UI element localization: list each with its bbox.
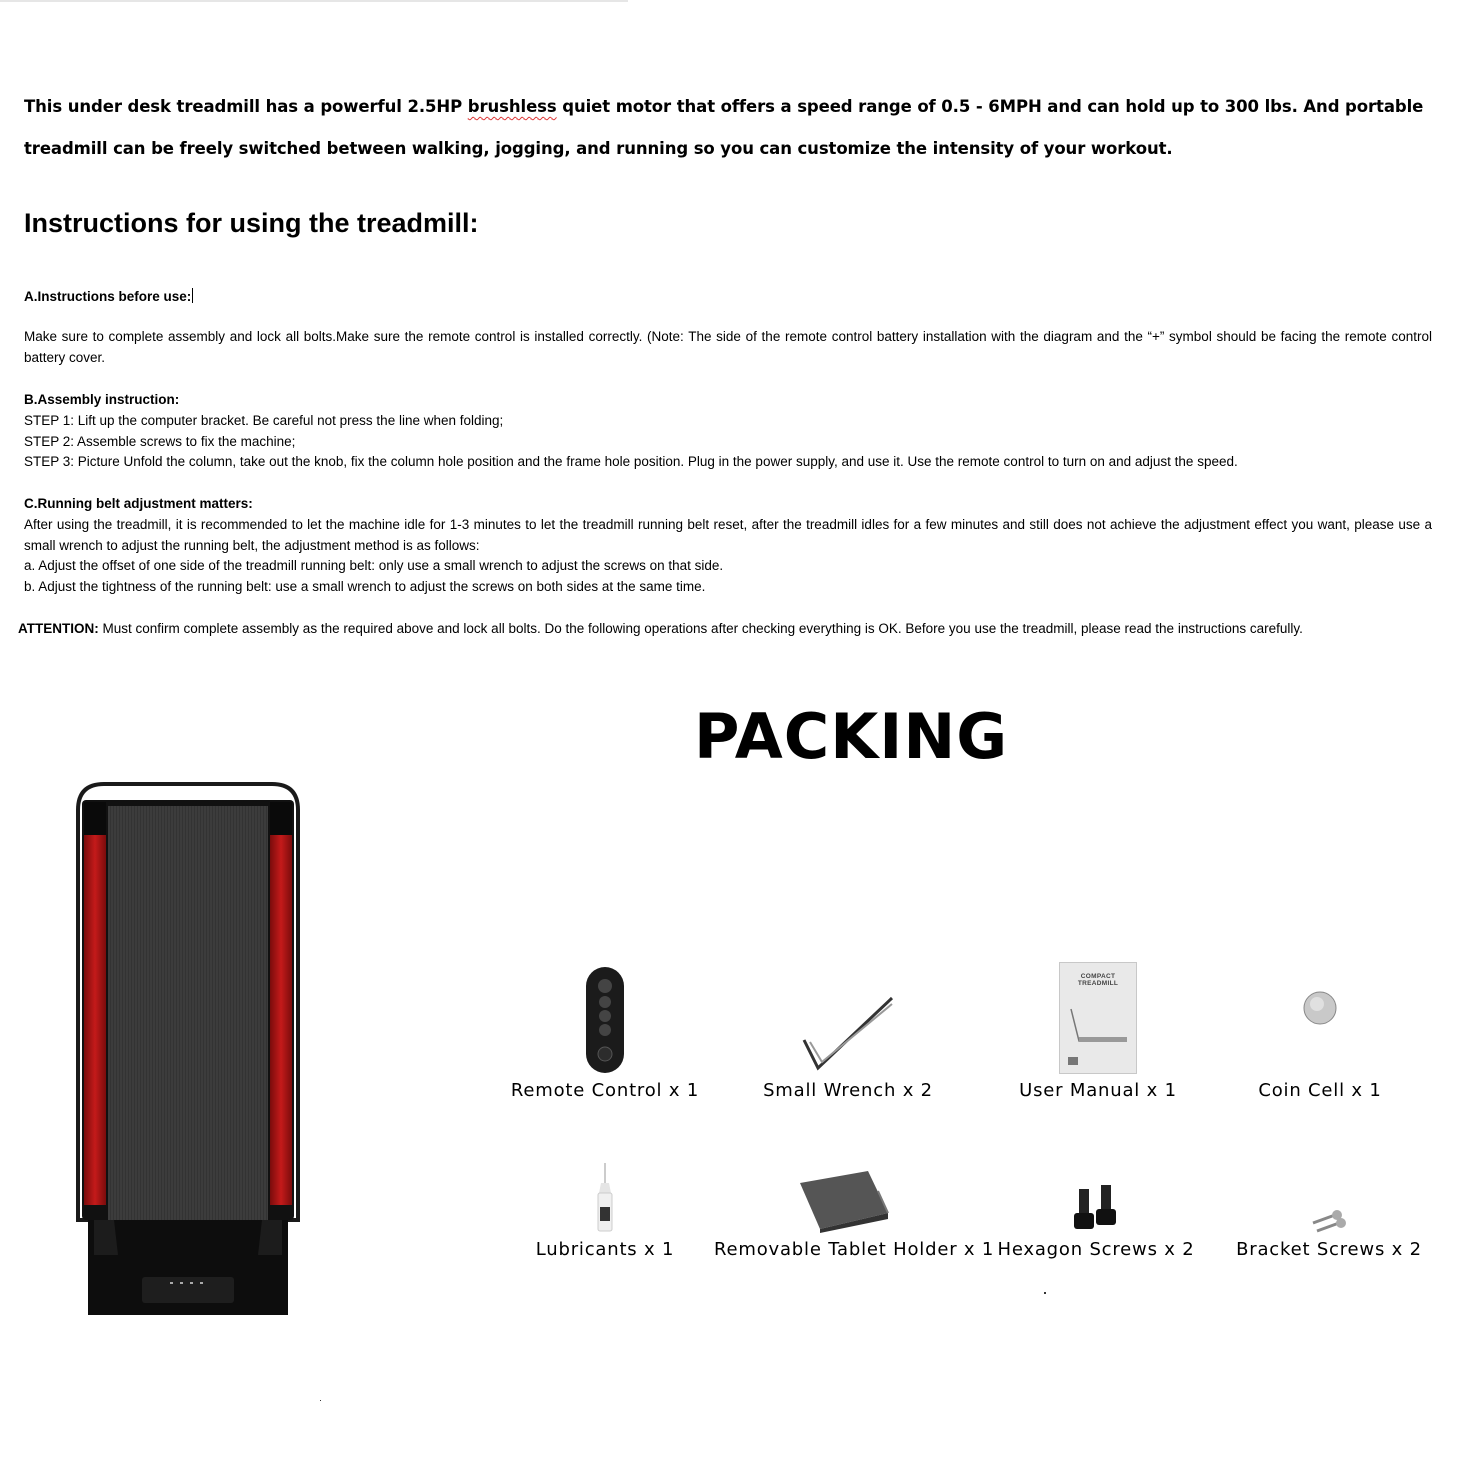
packing-item-label: Lubricants x 1 bbox=[535, 1239, 675, 1260]
attention-text: Must confirm complete assembly as the required above and lock all bolts. Do the following operations after checking everything is OK. Before you use the treadmill, please read the instructions carefully. bbox=[98, 621, 1303, 636]
manual-treadmill-sketch bbox=[1065, 1007, 1131, 1047]
attention-note bbox=[18, 619, 1303, 639]
packing-item-label: Small Wrench x 2 bbox=[763, 1080, 933, 1101]
packing-item-label: Bracket Screws x 2 bbox=[1236, 1239, 1422, 1260]
section-a-heading-text: A.Instructions before use: bbox=[24, 289, 192, 304]
packing-item-tablet-holder bbox=[714, 1121, 995, 1260]
packing-item-manual bbox=[968, 962, 1228, 1101]
packing-item-label: Remote Control x 1 bbox=[510, 1080, 700, 1101]
remote-control-icon bbox=[585, 966, 625, 1074]
intro-text-2: quiet motor that offers a speed range of 0.5 - 6MPH and can hold up to 300 lbs. And portable treadmill can be freely switched between walking, jogging, and running so you can customize the intensity of your workout. bbox=[24, 97, 1424, 158]
text-cursor bbox=[192, 288, 193, 303]
packing-item-bracket-screws bbox=[1199, 1121, 1459, 1260]
packing-title: PACKING bbox=[694, 700, 1009, 773]
step-1: STEP 1: Lift up the computer bracket. Be careful not press the line when folding; bbox=[24, 412, 504, 428]
stray-dot bbox=[320, 1400, 321, 1401]
manual-cover-title: COMPACT TREADMILL bbox=[1077, 973, 1119, 987]
instructions-title: Instructions for using the treadmill: bbox=[24, 208, 479, 238]
wrench-icon bbox=[800, 990, 896, 1074]
packing-item-coin-cell bbox=[1190, 962, 1450, 1101]
bracket-screws-icon bbox=[1311, 1205, 1347, 1233]
step-2: STEP 2: Assemble screws to fix the machine; bbox=[24, 433, 296, 449]
section-a-text: Make sure to complete assembly and lock all bolts.Make sure the remote control is installed correctly. (Note: The side of the remote control battery installation with the diagram and the “+” symbol should be facing the remote control battery cover. bbox=[24, 329, 1432, 365]
top-divider bbox=[0, 0, 628, 2]
intro-paragraph bbox=[24, 86, 1444, 170]
packing-item-label: User Manual x 1 bbox=[1019, 1080, 1177, 1101]
warning-icon bbox=[1068, 1057, 1078, 1065]
treadmill-image bbox=[74, 780, 302, 1320]
section-a bbox=[24, 287, 1432, 308]
packing-item-hexagon-screws bbox=[966, 1121, 1226, 1260]
section-c-text: After using the treadmill, it is recommended to let the machine idle for 1-3 minutes to let the treadmill running belt reset, after the treadmill idles for a few minutes and still does not achieve the adjustment effect you want, please use a small wrench to adjust the running belt, the adjustment method is as follows: bbox=[24, 516, 1432, 553]
attention-label: ATTENTION: bbox=[18, 621, 99, 636]
section-b-heading: B.Assembly instruction: bbox=[24, 392, 180, 407]
packing-item-wrench bbox=[718, 962, 978, 1101]
packing-item-label: Removable Tablet Holder x 1 bbox=[714, 1239, 995, 1260]
coin-cell-icon bbox=[1302, 990, 1338, 1026]
packing-item-label: Hexagon Screws x 2 bbox=[997, 1239, 1195, 1260]
manual-icon bbox=[1059, 962, 1137, 1074]
section-c bbox=[24, 494, 1432, 598]
step-3: STEP 3: Picture Unfold the column, take out the knob, fix the column hole position and the frame hole position. Plug in the power supply, and use it. Use the remote control to turn on and adjust the speed. bbox=[24, 454, 1238, 470]
packing-item-remote bbox=[475, 962, 735, 1101]
section-c-item-a: a. Adjust the offset of one side of the treadmill running belt: only use a small wrench to adjust the screws on that side. bbox=[24, 558, 724, 574]
packing-item-lubricant bbox=[475, 1121, 735, 1260]
intro-text-1: This under desk treadmill has a powerful 2.5HP bbox=[24, 97, 468, 116]
hexagon-screws-icon bbox=[1071, 1185, 1121, 1233]
tablet-holder-icon bbox=[798, 1169, 890, 1233]
section-a-heading bbox=[24, 287, 1432, 308]
section-a-body bbox=[24, 327, 1432, 369]
lubricant-icon bbox=[595, 1163, 615, 1233]
section-c-item-b: b. Adjust the tightness of the running belt: use a small wrench to adjust the screws on both sides at the same time. bbox=[24, 579, 706, 595]
section-b bbox=[24, 390, 1432, 473]
intro-spellcheck-word: brushless bbox=[467, 97, 557, 116]
stray-dot bbox=[1044, 1292, 1046, 1294]
section-c-heading: C.Running belt adjustment matters: bbox=[24, 496, 253, 511]
packing-item-label: Coin Cell x 1 bbox=[1258, 1080, 1382, 1101]
